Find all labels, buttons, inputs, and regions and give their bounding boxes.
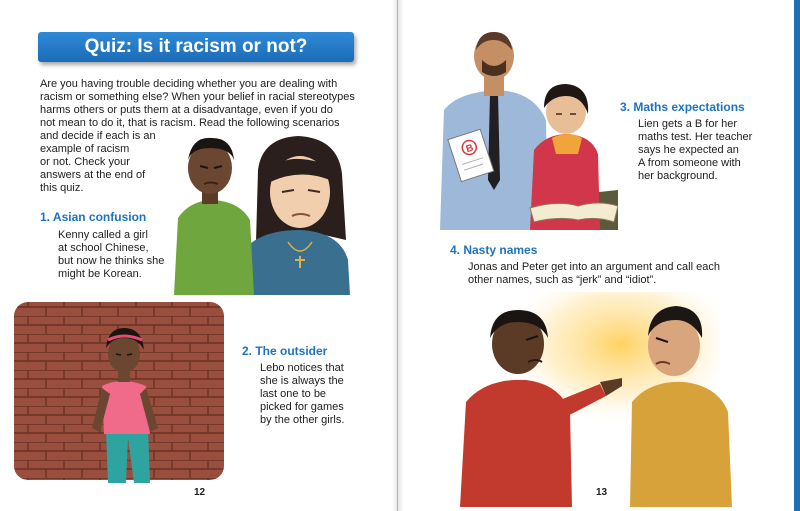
- scenario-3-line: maths test. Her teacher: [638, 131, 753, 143]
- scenario-1-line: at school Chinese,: [58, 242, 149, 254]
- scenario-2-heading: 2. The outsider: [242, 344, 328, 358]
- intro-line: Are you having trouble deciding whether you are dealing with: [40, 78, 338, 90]
- scenario-4-heading: 4. Nasty names: [450, 243, 538, 257]
- scenario-3-line: her background.: [638, 170, 718, 182]
- page-number-left: 12: [194, 487, 206, 498]
- intro-line: and decide if each is an: [40, 130, 156, 142]
- page-number-right: 13: [596, 487, 608, 498]
- scenario-3-line: Lien gets a B for her: [638, 118, 738, 130]
- scenario-2-line: last one to be: [260, 388, 327, 400]
- scenario-2-line: by the other girls.: [260, 414, 345, 426]
- left-page: [0, 0, 398, 511]
- intro-line: answers at the end of: [40, 169, 146, 181]
- scenario-4-line: other names, such as “jerk” and “idiot”.: [468, 274, 657, 286]
- intro-line: not mean to do it, that is racism. Read the following scenarios: [40, 117, 340, 129]
- scenario-1-heading: 1. Asian confusion: [40, 210, 147, 224]
- teacher-and-lien-illustration: [438, 30, 618, 230]
- scenario-4-line: Jonas and Peter get into an argument and call each: [468, 261, 720, 273]
- scenario-1-line: but now he thinks she: [58, 255, 165, 267]
- intro-line: example of racism: [40, 143, 130, 155]
- lebo-brick-wall-illustration: [10, 298, 228, 483]
- intro-line: or not. Check your: [40, 156, 130, 168]
- scenario-1-line: Kenny called a girl: [58, 229, 148, 241]
- kenny-and-girl-illustration: [170, 130, 370, 295]
- paper-grade: B: [464, 142, 475, 156]
- scenario-1-line: might be Korean.: [58, 268, 142, 280]
- jonas-and-peter-illustration: [460, 292, 740, 507]
- scenario-2-line: she is always the: [260, 375, 344, 387]
- scenario-2-line: Lebo notices that: [260, 362, 344, 374]
- intro-line: racism or something else? When your belief in racial stereotypes: [40, 91, 355, 103]
- scenario-2-line: picked for games: [260, 401, 344, 413]
- right-page: [398, 0, 794, 511]
- quiz-title: Quiz: Is it racism or not?: [38, 32, 354, 62]
- intro-line: this quiz.: [40, 182, 84, 194]
- intro-line: harms others or puts them at a disadvantage, even if you do: [40, 104, 333, 116]
- scenario-3-heading: 3. Maths expectations: [620, 100, 745, 114]
- scenario-3-line: A from someone with: [638, 157, 741, 169]
- scenario-3-line: says he expected an: [638, 144, 739, 156]
